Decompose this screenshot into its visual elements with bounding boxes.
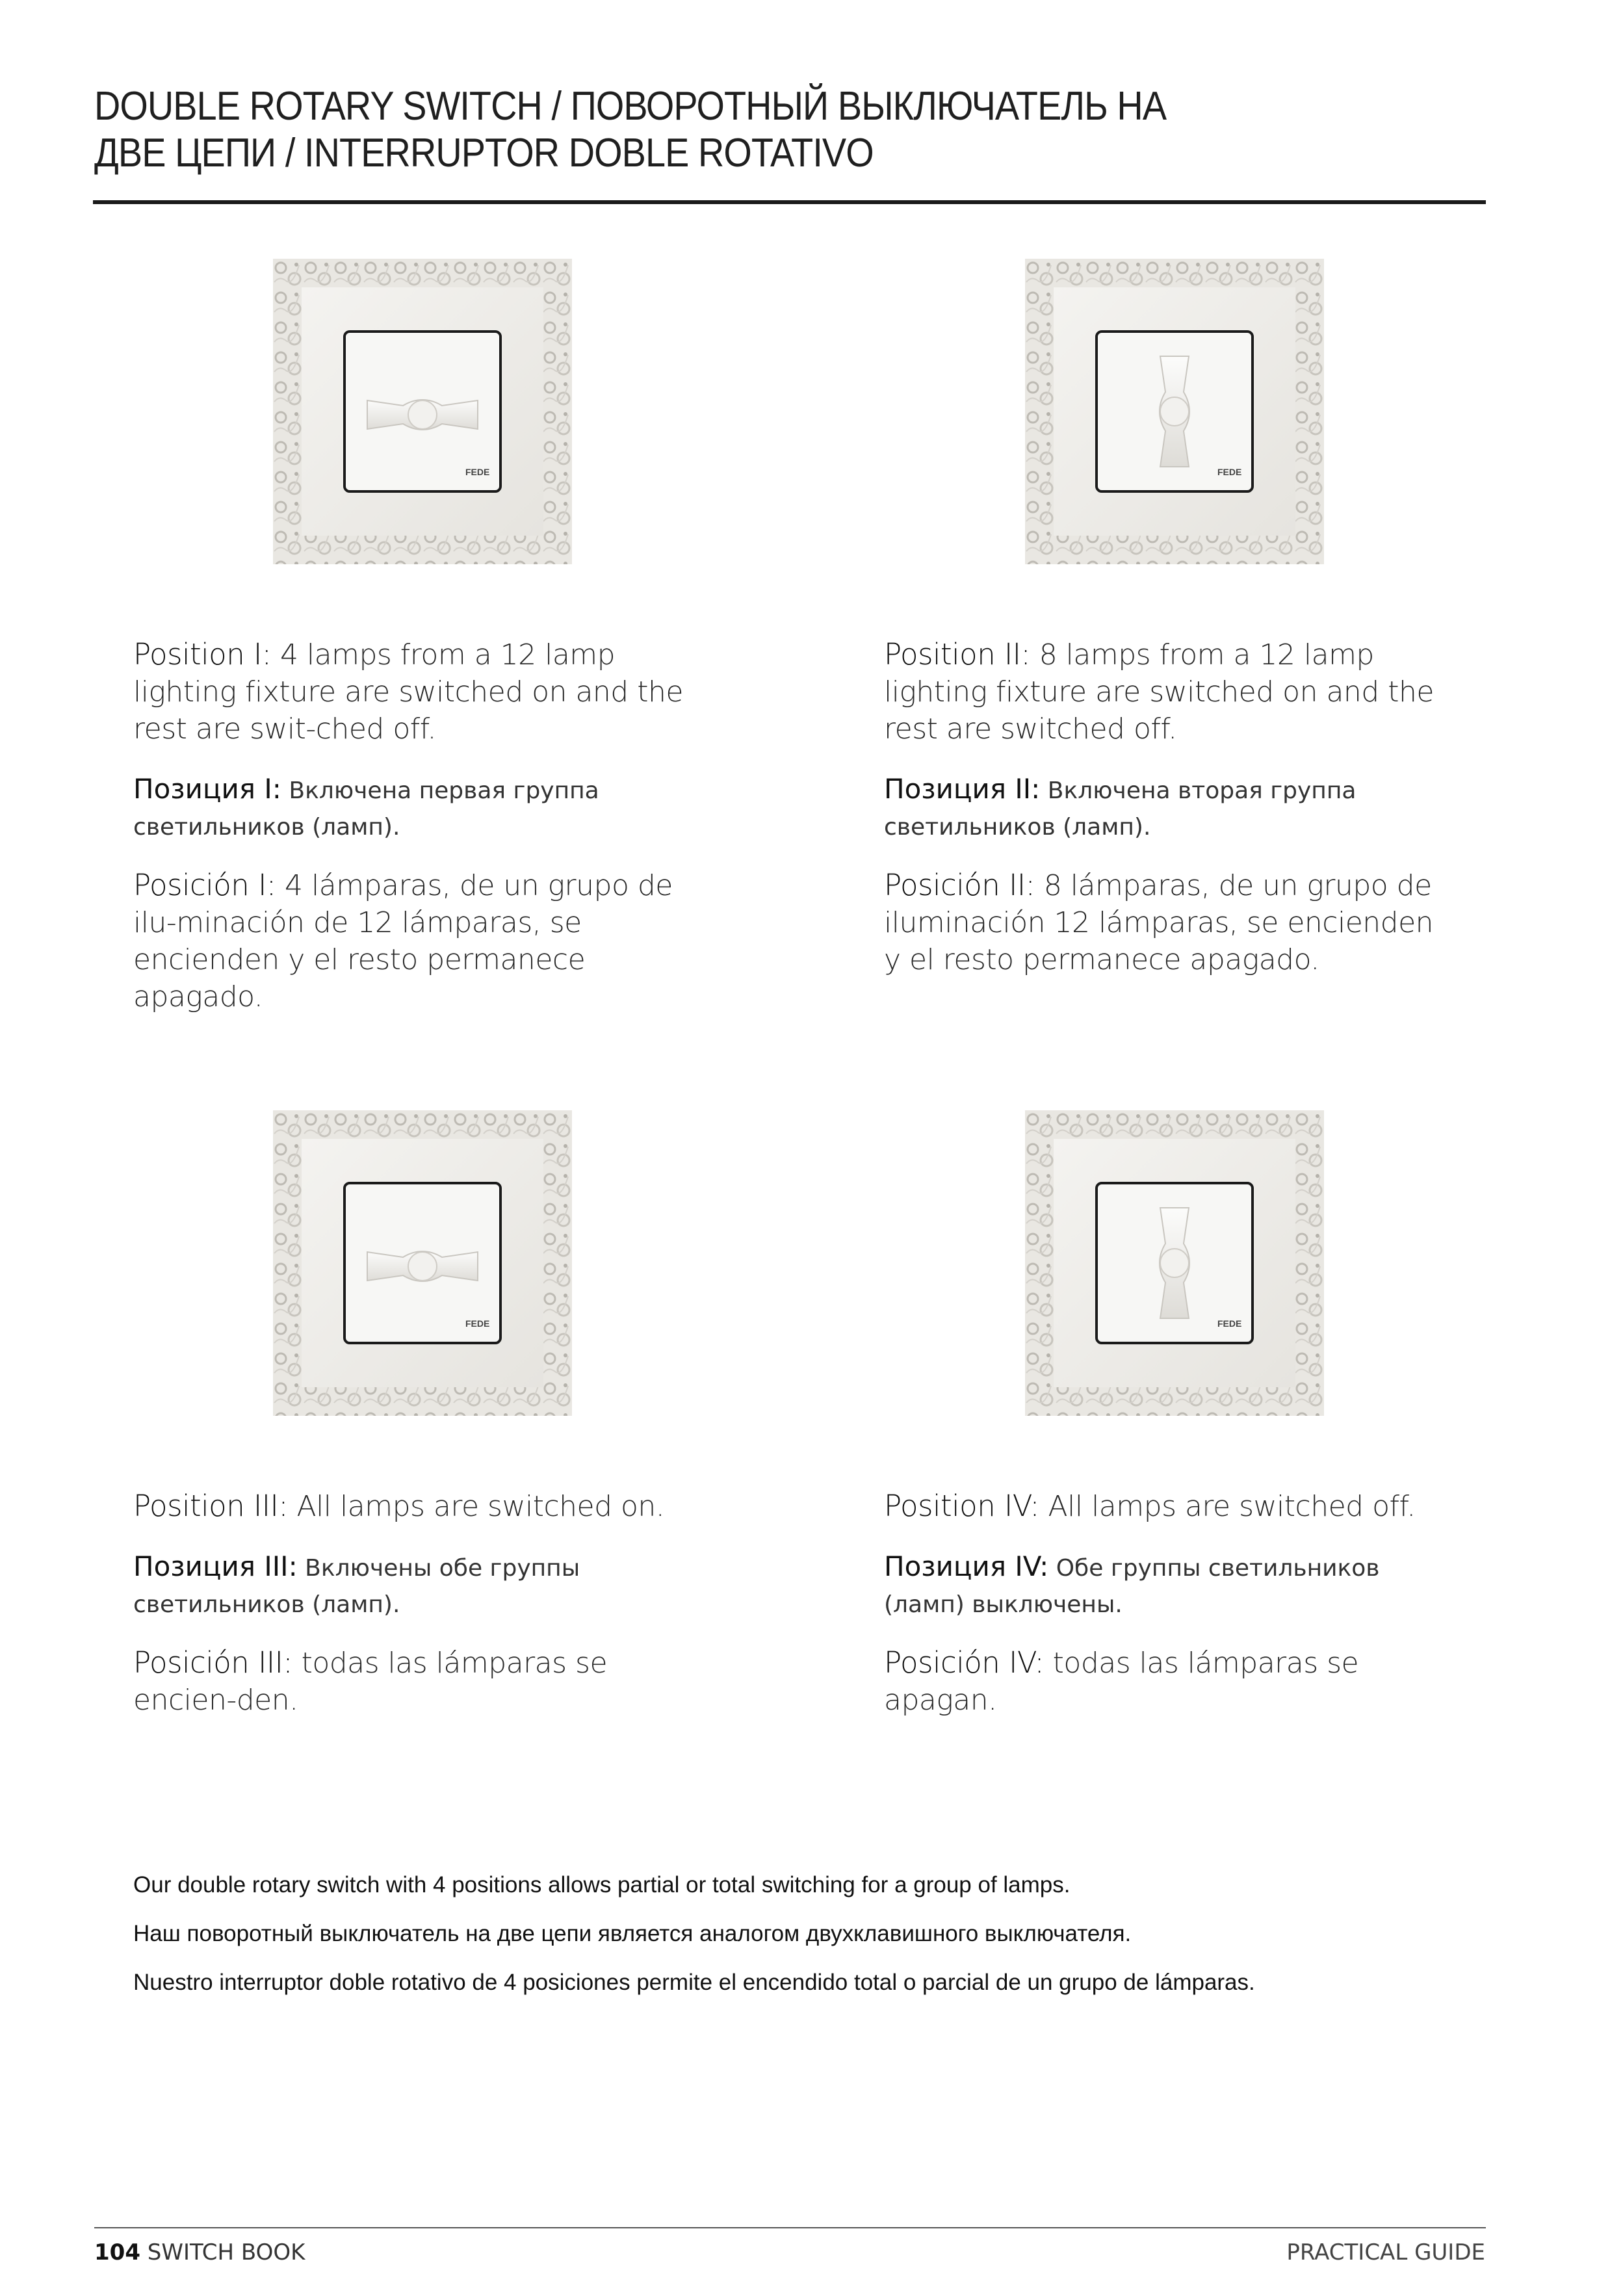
- summary-note-ru: Наш поворотный выключатель на две цепи является аналогом двухклавишного выключателя.: [133, 1921, 1132, 1946]
- position-4-ru: Позиция IV: Обе группы светильников (ламп) выключены.: [884, 1550, 1380, 1618]
- footer-divider: [94, 2227, 1486, 2228]
- page-title: [94, 83, 1352, 177]
- position-2-es: Posición II: 8 lámparas, de un grupo de iluminación 12 lámparas, se encienden y el resto permanece apagado.: [884, 868, 1434, 976]
- position-1-es: Posición I: 4 lámparas, de un grupo de ilu-minación de 12 lámparas, se encienden y el resto permanece apagado.: [133, 868, 673, 1013]
- switch-image-position-4: [1025, 1110, 1324, 1416]
- footer-book-title: SWITCH BOOK: [140, 2239, 305, 2265]
- position-3-es: Posición III: todas las lámparas se encien-den.: [133, 1645, 608, 1717]
- brand-logo: FEDE: [465, 467, 490, 477]
- footer-left: [94, 2239, 305, 2265]
- page-number: 104: [94, 2239, 140, 2265]
- page-title-line2: ДВЕ ЦЕПИ / INTERRUPTOR DOBLE ROTATIVO: [94, 131, 874, 176]
- footer-section-title: PRACTICAL GUIDE: [1286, 2239, 1485, 2265]
- title-divider: [93, 200, 1486, 204]
- brand-logo: FEDE: [465, 1318, 490, 1329]
- position-1-en: Position I: 4 lamps from a 12 lamp lighting fixture are switched on and the rest are swit-ched off.: [133, 637, 683, 746]
- rotary-knob-vertical-icon: [1160, 1208, 1189, 1318]
- position-3-description: [133, 1487, 705, 1742]
- switch-image-position-1: [273, 259, 572, 564]
- switch-image-position-2: [1025, 259, 1324, 564]
- position-3-en: Position III: All lamps are switched on.: [133, 1489, 665, 1523]
- position-1-description: [133, 636, 705, 1039]
- brand-logo: FEDE: [1217, 467, 1242, 477]
- position-4-description: [884, 1487, 1456, 1742]
- rotary-knob-horizontal-icon: [367, 400, 478, 430]
- summary-note-es: Nuestro interruptor doble rotativo de 4 posiciones permite el encendido total o parcial de un grupo de lámparas.: [133, 1970, 1255, 1995]
- position-4-es: Posición IV: todas las lámparas se apagan.: [884, 1645, 1359, 1717]
- brand-logo: FEDE: [1217, 1318, 1242, 1329]
- summary-note-en: Our double rotary switch with 4 positions allows partial or total switching for a group of lamps.: [133, 1872, 1071, 1898]
- position-3-ru: Позиция III: Включены обе группы светильников (ламп).: [133, 1550, 580, 1618]
- position-2-en: Position II: 8 lamps from a 12 lamp lighting fixture are switched on and the rest are switched off.: [884, 637, 1434, 746]
- position-1-ru: Позиция I: Включена первая группа светильников (ламп).: [133, 773, 599, 841]
- page-title-line1: DOUBLE ROTARY SWITCH / ПОВОРОТНЫЙ ВЫКЛЮЧАТЕЛЬ НА: [94, 84, 1167, 129]
- position-2-description: [884, 636, 1456, 1002]
- rotary-knob-horizontal-icon: [367, 1251, 478, 1281]
- switch-image-position-3: [273, 1110, 572, 1416]
- position-2-ru: Позиция II: Включена вторая группа светильников (ламп).: [884, 773, 1357, 841]
- rotary-knob-vertical-icon: [1160, 356, 1189, 467]
- position-4-en: Position IV: All lamps are switched off.: [884, 1489, 1416, 1523]
